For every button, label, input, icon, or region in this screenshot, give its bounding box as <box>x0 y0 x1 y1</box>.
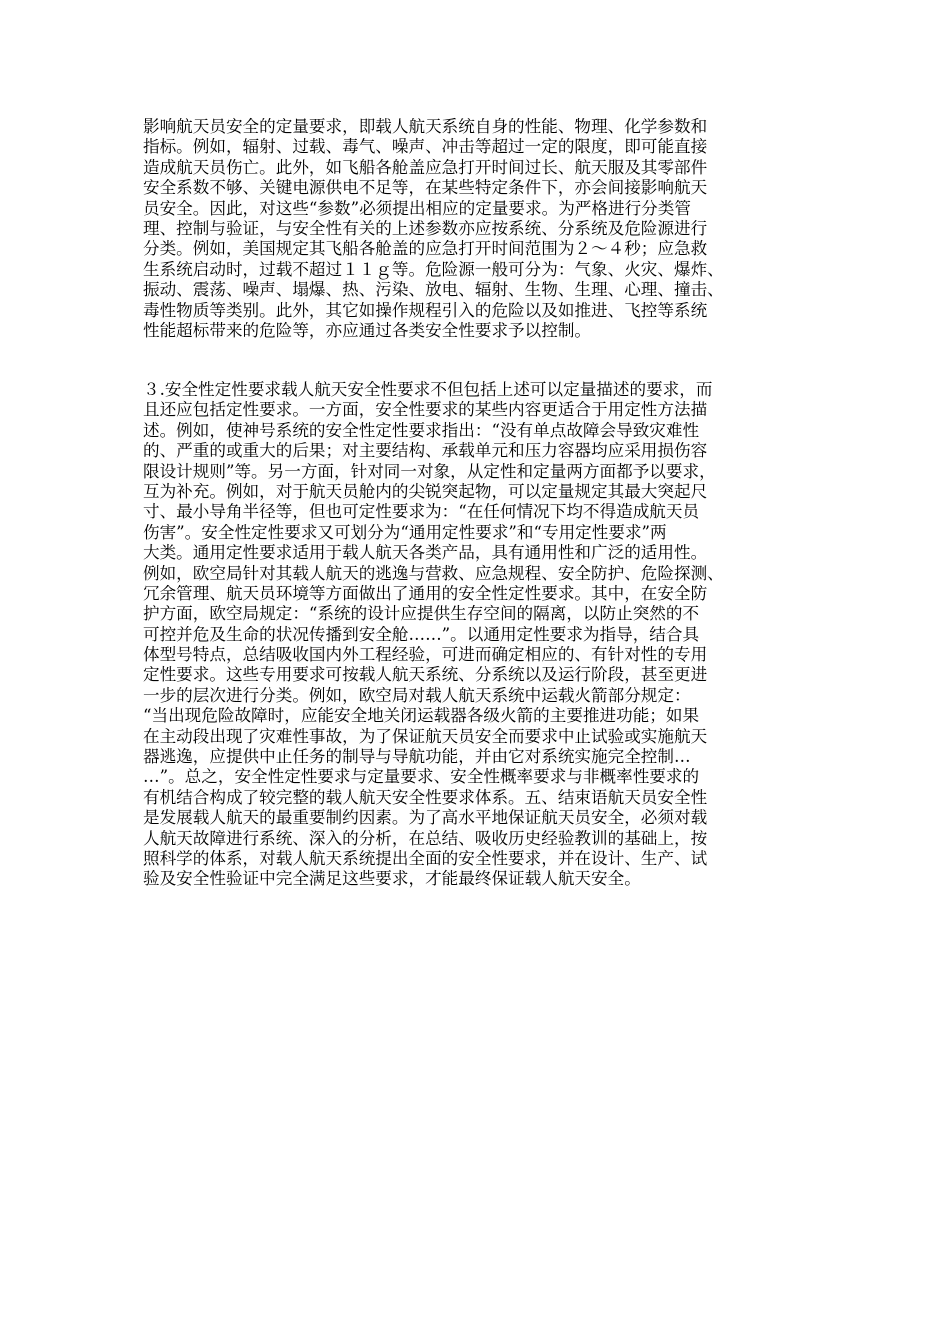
text-line: 限设计规则”等。另一方面，针对同一对象，从定性和定量两方面都予以要求， <box>143 461 716 481</box>
text-line: 验及安全性验证中完全满足这些要求，才能最终保证载人航天安全。 <box>143 869 641 889</box>
text-line: 造成航天员伤亡。此外，如飞船各舱盖应急打开时间过长、航天服及其零部件 <box>143 157 708 177</box>
text-line: 人航天故障进行系统、深入的分析，在总结、吸收历史经验教训的基础上，按 <box>143 828 708 848</box>
text-line: 定性要求。这些专用要求可按载人航天系统、分系统以及运行阶段，甚至更进 <box>143 665 708 685</box>
text-line: 寸、最小导角半径等，但也可定性要求为：“在任何情况下均不得造成航天员 <box>143 502 700 522</box>
paragraph-quantitative-requirements <box>143 117 813 341</box>
text-line: 指标。例如，辐射、过载、毒气、噪声、冲击等超过一定的限度，即可能直接 <box>143 137 708 157</box>
text-line: 伤害”。安全性定性要求又可划分为“通用定性要求”和“专用定性要求”两 <box>143 522 667 542</box>
text-line: 影响航天员安全的定量要求，即载人航天系统自身的性能、物理、化学参数和 <box>143 117 708 136</box>
text-line: 性能超标带来的危险等，亦应通过各类安全性要求予以控制。 <box>143 320 592 340</box>
text-line: 体型号特点，总结吸收国内外工程经验，可进而确定相应的、有针对性的专用 <box>143 645 708 665</box>
text-line: 大类。通用定性要求适用于载人航天各类产品，具有通用性和广泛的适用性。 <box>143 543 708 563</box>
text-line: 毒性物质等类别。此外，其它如操作规程引入的危险以及如推进、飞控等系统 <box>143 300 708 320</box>
text-line: ３.安全性定性要求载人航天安全性要求不但包括上述可以定量描述的要求，而 <box>143 380 713 399</box>
text-line: 述。例如，使神号系统的安全性定性要求指出：“没有单点故障会导致灾难性 <box>143 420 700 440</box>
text-line: 的、严重的或重大的后果；对主要结构、承载单元和压力容器均应采用损伤容 <box>143 441 708 461</box>
text-line: 一步的层次进行分类。例如，欧空局对载人航天系统中运载火箭部分规定： <box>143 685 691 705</box>
text-line: 互为补充。例如，对于航天员舱内的尖锐突起物，可以定量规定其最大突起尺 <box>143 481 708 501</box>
text-line: 且还应包括定性要求。一方面，安全性要求的某些内容更适合于用定性方法描 <box>143 400 708 420</box>
text-line: 分类。例如，美国规定其飞船各舱盖的应急打开时间范围为２～４秒；应急救 <box>143 239 708 259</box>
text-line: 振动、震荡、噪声、塌爆、热、污染、放电、辐射、生物、生理、心理、撞击、 <box>143 280 724 300</box>
text-line: 例如，欧空局针对其载人航天的逃逸与营救、应急规程、安全防护、危险探测、 <box>143 563 724 583</box>
text-line: 可控并危及生命的状况传播到安全舱……”。以通用定性要求为指导，结合具 <box>143 624 700 644</box>
text-line: 冗余管理、航天员环境等方面做出了通用的安全性定性要求。其中，在安全防 <box>143 583 708 603</box>
text-line: 理、控制与验证，与安全性有关的上述参数亦应按系统、分系统及危险源进行 <box>143 218 708 238</box>
paragraph-qualitative-requirements <box>143 380 813 890</box>
text-line: 员安全。因此，对这些“参数”必须提出相应的定量要求。为严格进行分类管 <box>143 198 691 218</box>
text-line: 器逃逸，应提供中止任务的制导与导航功能，并由它对系统实施完全控制… <box>143 747 691 767</box>
text-line: …”。总之，安全性定性要求与定量要求、安全性概率要求与非概率性要求的 <box>143 767 700 787</box>
text-line: 生系统启动时，过载不超过１１ｇ等。危险源一般可分为：气象、火灾、爆炸、 <box>143 259 724 279</box>
text-line: 护方面，欧空局规定：“系统的设计应提供生存空间的隔离，以防止突然的不 <box>143 604 700 624</box>
text-line: 是发展载人航天的最重要制约因素。为了高水平地保证航天员安全，必须对载 <box>143 808 708 828</box>
text-line: 有机结合构成了较完整的载人航天安全性要求体系。五、结束语航天员安全性 <box>143 787 708 807</box>
text-line: 安全系数不够、关键电源供电不足等，在某些特定条件下，亦会间接影响航天 <box>143 178 708 198</box>
text-line: 在主动段出现了灾难性事故，为了保证航天员安全而要求中止试验或实施航天 <box>143 726 708 746</box>
text-line: “当出现危险故障时，应能安全地关闭运载器各级火箭的主要推进功能；如果 <box>143 706 700 726</box>
text-line: 照科学的体系，对载人航天系统提出全面的安全性要求，并在设计、生产、试 <box>143 848 708 868</box>
